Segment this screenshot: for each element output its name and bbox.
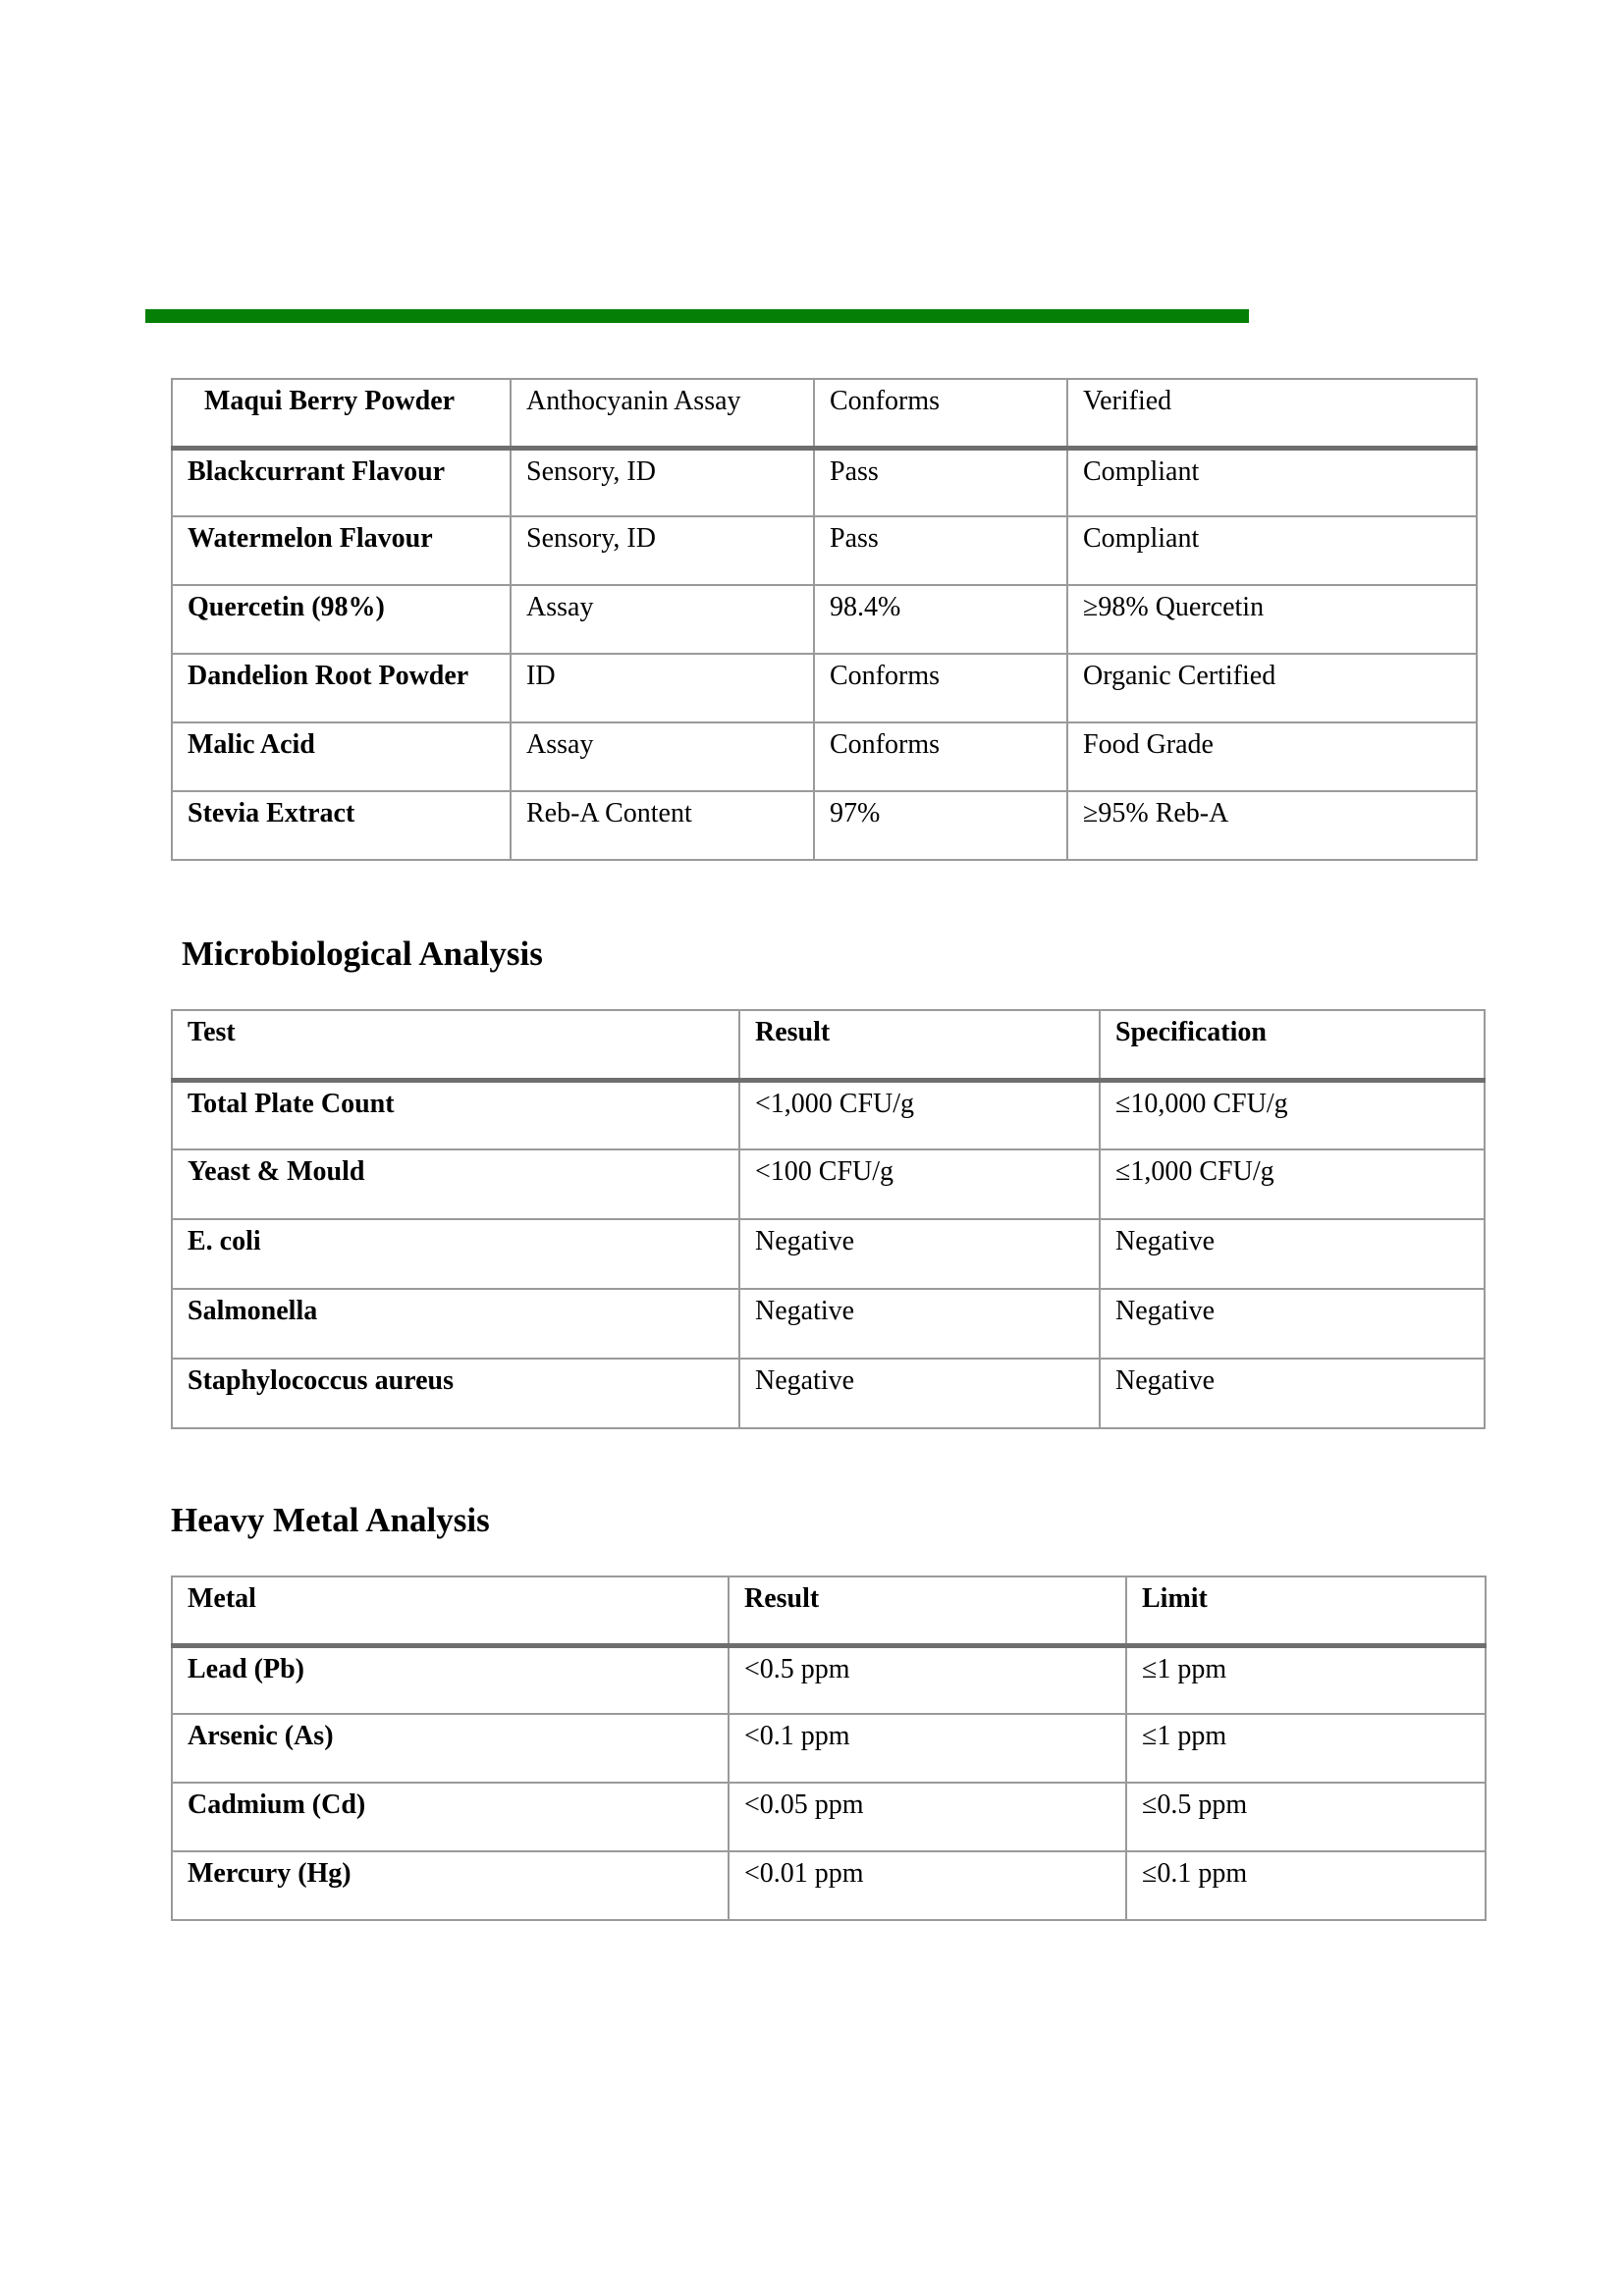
test-method: Assay <box>511 585 814 654</box>
table-header-row <box>172 1576 1486 1645</box>
column-header-metal: Metal <box>172 1576 729 1645</box>
metal-name: Lead (Pb) <box>172 1645 729 1714</box>
specification: ≤10,000 CFU/g <box>1100 1080 1485 1149</box>
test-result: 98.4% <box>814 585 1067 654</box>
test-method: Sensory, ID <box>511 448 814 516</box>
metal-name: Cadmium (Cd) <box>172 1783 729 1851</box>
table-row <box>172 1851 1486 1920</box>
specification: Organic Certified <box>1067 654 1477 722</box>
metal-limit: ≤0.1 ppm <box>1126 1851 1486 1920</box>
specification: Negative <box>1100 1359 1485 1428</box>
table-row <box>172 722 1477 791</box>
ingredient-name: Stevia Extract <box>172 791 511 860</box>
test-result: Conforms <box>814 379 1067 448</box>
specification: Food Grade <box>1067 722 1477 791</box>
ingredient-name: Malic Acid <box>172 722 511 791</box>
table-header-row <box>172 1010 1485 1080</box>
table-row <box>172 1714 1486 1783</box>
test-method: Reb-A Content <box>511 791 814 860</box>
specification: Negative <box>1100 1289 1485 1359</box>
metal-result: <0.05 ppm <box>729 1783 1126 1851</box>
table-row <box>172 1783 1486 1851</box>
specification: Compliant <box>1067 448 1477 516</box>
specification: ≤1,000 CFU/g <box>1100 1149 1485 1219</box>
test-result: Negative <box>739 1289 1100 1359</box>
table-row <box>172 516 1477 585</box>
column-header-limit: Limit <box>1126 1576 1486 1645</box>
test-name: Staphylococcus aureus <box>172 1359 739 1428</box>
table-row <box>172 654 1477 722</box>
column-header-result: Result <box>729 1576 1126 1645</box>
test-method: Assay <box>511 722 814 791</box>
test-result: 97% <box>814 791 1067 860</box>
metal-result: <0.1 ppm <box>729 1714 1126 1783</box>
test-result: Pass <box>814 516 1067 585</box>
metal-result: <0.5 ppm <box>729 1645 1126 1714</box>
test-name: E. coli <box>172 1219 739 1289</box>
section-title-microbiological: Microbiological Analysis <box>182 934 543 973</box>
table-row <box>172 1219 1485 1289</box>
test-result: <1,000 CFU/g <box>739 1080 1100 1149</box>
table-row <box>172 448 1477 516</box>
metal-name: Mercury (Hg) <box>172 1851 729 1920</box>
header-accent-bar <box>145 309 1249 323</box>
test-name: Yeast & Mould <box>172 1149 739 1219</box>
metal-limit: ≤0.5 ppm <box>1126 1783 1486 1851</box>
specification: Negative <box>1100 1219 1485 1289</box>
test-result: Conforms <box>814 654 1067 722</box>
microbiological-table <box>171 1009 1486 1429</box>
test-name: Salmonella <box>172 1289 739 1359</box>
ingredient-name: Dandelion Root Powder <box>172 654 511 722</box>
metal-limit: ≤1 ppm <box>1126 1645 1486 1714</box>
specification: Compliant <box>1067 516 1477 585</box>
ingredient-name: Blackcurrant Flavour <box>172 448 511 516</box>
specification: ≥98% Quercetin <box>1067 585 1477 654</box>
ingredients-table <box>171 378 1478 861</box>
test-method: Sensory, ID <box>511 516 814 585</box>
table-row <box>172 1289 1485 1359</box>
test-result: <100 CFU/g <box>739 1149 1100 1219</box>
test-result: Conforms <box>814 722 1067 791</box>
metal-name: Arsenic (As) <box>172 1714 729 1783</box>
table-row <box>172 379 1477 448</box>
table-row <box>172 1645 1486 1714</box>
section-title-heavy-metals: Heavy Metal Analysis <box>171 1501 490 1539</box>
table-row <box>172 585 1477 654</box>
ingredient-name: Watermelon Flavour <box>172 516 511 585</box>
column-header-test: Test <box>172 1010 739 1080</box>
test-method: Anthocyanin Assay <box>511 379 814 448</box>
test-result: Negative <box>739 1359 1100 1428</box>
test-result: Negative <box>739 1219 1100 1289</box>
specification: Verified <box>1067 379 1477 448</box>
test-name: Total Plate Count <box>172 1080 739 1149</box>
table-row <box>172 1080 1485 1149</box>
specification: ≥95% Reb-A <box>1067 791 1477 860</box>
heavy-metals-table <box>171 1575 1487 1921</box>
metal-limit: ≤1 ppm <box>1126 1714 1486 1783</box>
column-header-specification: Specification <box>1100 1010 1485 1080</box>
table-row <box>172 1149 1485 1219</box>
ingredient-name: Quercetin (98%) <box>172 585 511 654</box>
column-header-result: Result <box>739 1010 1100 1080</box>
ingredient-name: Maqui Berry Powder <box>172 379 511 448</box>
table-row <box>172 1359 1485 1428</box>
test-method: ID <box>511 654 814 722</box>
metal-result: <0.01 ppm <box>729 1851 1126 1920</box>
table-row <box>172 791 1477 860</box>
test-result: Pass <box>814 448 1067 516</box>
